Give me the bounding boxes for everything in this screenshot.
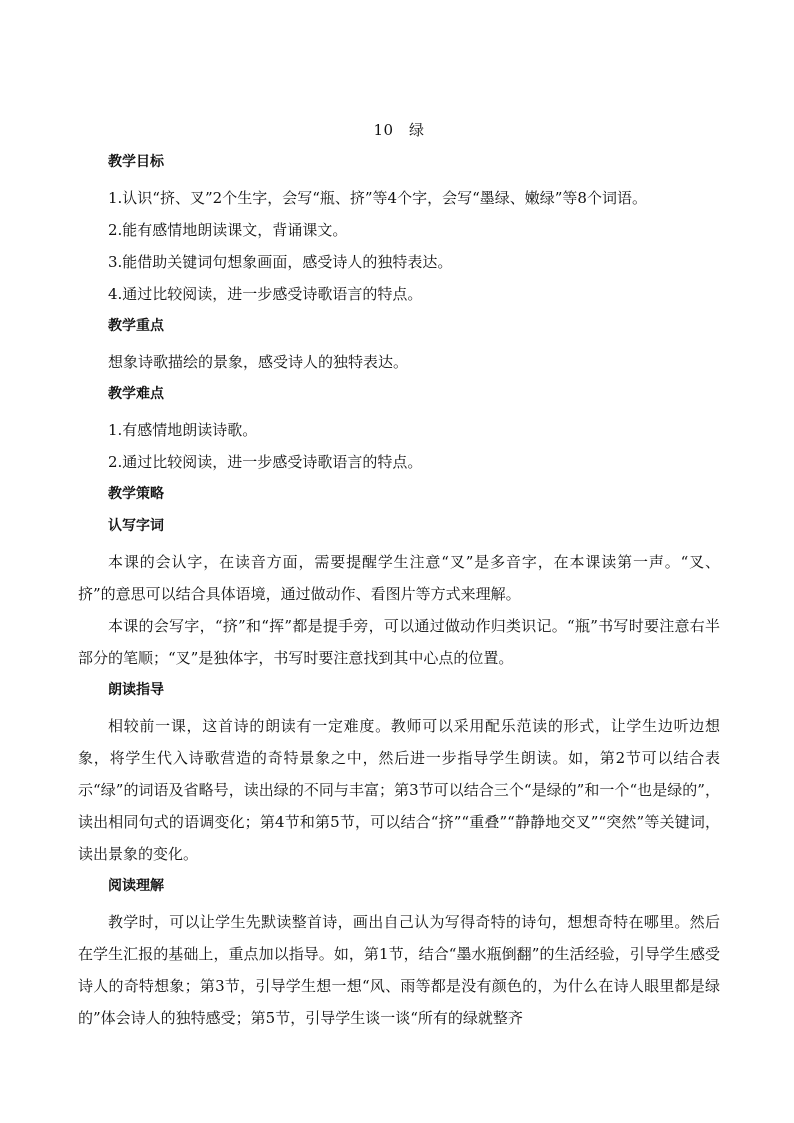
goal-item-3: 3.能借助关键词句想象画面，感受诗人的独特表达。 bbox=[108, 253, 453, 271]
heading-word-learning: 认写字词 bbox=[108, 518, 164, 534]
goal-item-2: 2.能有感情地朗读课文，背诵课文。 bbox=[108, 221, 348, 239]
goal-item-4: 4.通过比较阅读，进一步感受诗歌语言的特点。 bbox=[108, 285, 423, 303]
heading-teaching-key: 教学重点 bbox=[108, 318, 164, 334]
heading-teaching-difficulty: 教学难点 bbox=[108, 386, 164, 402]
heading-reading-guidance: 朗读指导 bbox=[108, 682, 164, 698]
words-paragraph-2: 本课的会写字，“挤”和“挥”都是提手旁，可以通过做动作归类识记。“瓶”书写时要注意右半部分的笔顺；“叉”是独体字，书写时要注意找到其中心点的位置。 bbox=[78, 617, 720, 667]
heading-teaching-goals: 教学目标 bbox=[108, 154, 164, 170]
difficulty-item-1: 1.有感情地朗读诗歌。 bbox=[108, 421, 258, 439]
goal-item-1: 1.认识“挤、叉”2个生字，会写“瓶、挤”等4个字，会写“墨绿、嫩绿”等8个词语。 bbox=[108, 189, 647, 207]
heading-reading-comprehension: 阅读理解 bbox=[108, 878, 164, 894]
document-body bbox=[78, 118, 720, 1034]
words-paragraph-1: 本课的会认字，在读音方面，需要提醒学生注意“叉”是多音字，在本课读第一声。“叉、挤”的意思可以结合具体语境，通过做动作、看图片等方式来理解。 bbox=[78, 553, 720, 603]
key-text: 想象诗歌描绘的景象，感受诗人的独特表达。 bbox=[108, 353, 409, 371]
comprehension-paragraph-1: 教学时，可以让学生先默读整首诗，画出自己认为写得奇特的诗句，想想奇特在哪里。然后在学生汇报的基础上，重点加以指导。如，第1节，结合“墨水瓶倒翻”的生活经验，引导学生感受诗人的奇特想象；第3节，引导学生想一想“风、雨等都是没有颜色的，为什么在诗人眼里都是绿的”体会诗人的独特感受；第5节，引导学生谈一谈“所有的绿就整齐 bbox=[78, 913, 720, 1027]
lesson-title: 10 绿 bbox=[373, 121, 425, 139]
reading-paragraph-1: 相较前一课，这首诗的朗读有一定难度。教师可以采用配乐范读的形式，让学生边听边想象，将学生代入诗歌营造的奇特景象之中，然后进一步指导学生朗读。如，第2节可以结合表示“绿”的词语及省略号，读出绿的不同与丰富；第3节可以结合三个“是绿的”和一个“也是绿的”，读出相同句式的语调变化；第4节和第5节，可以结合“挤”“重叠”“静静地交叉”“突然”等关键词，读出景象的变化。 bbox=[78, 717, 720, 863]
difficulty-item-2: 2.通过比较阅读，进一步感受诗歌语言的特点。 bbox=[108, 453, 423, 471]
heading-teaching-strategy: 教学策略 bbox=[108, 486, 164, 502]
